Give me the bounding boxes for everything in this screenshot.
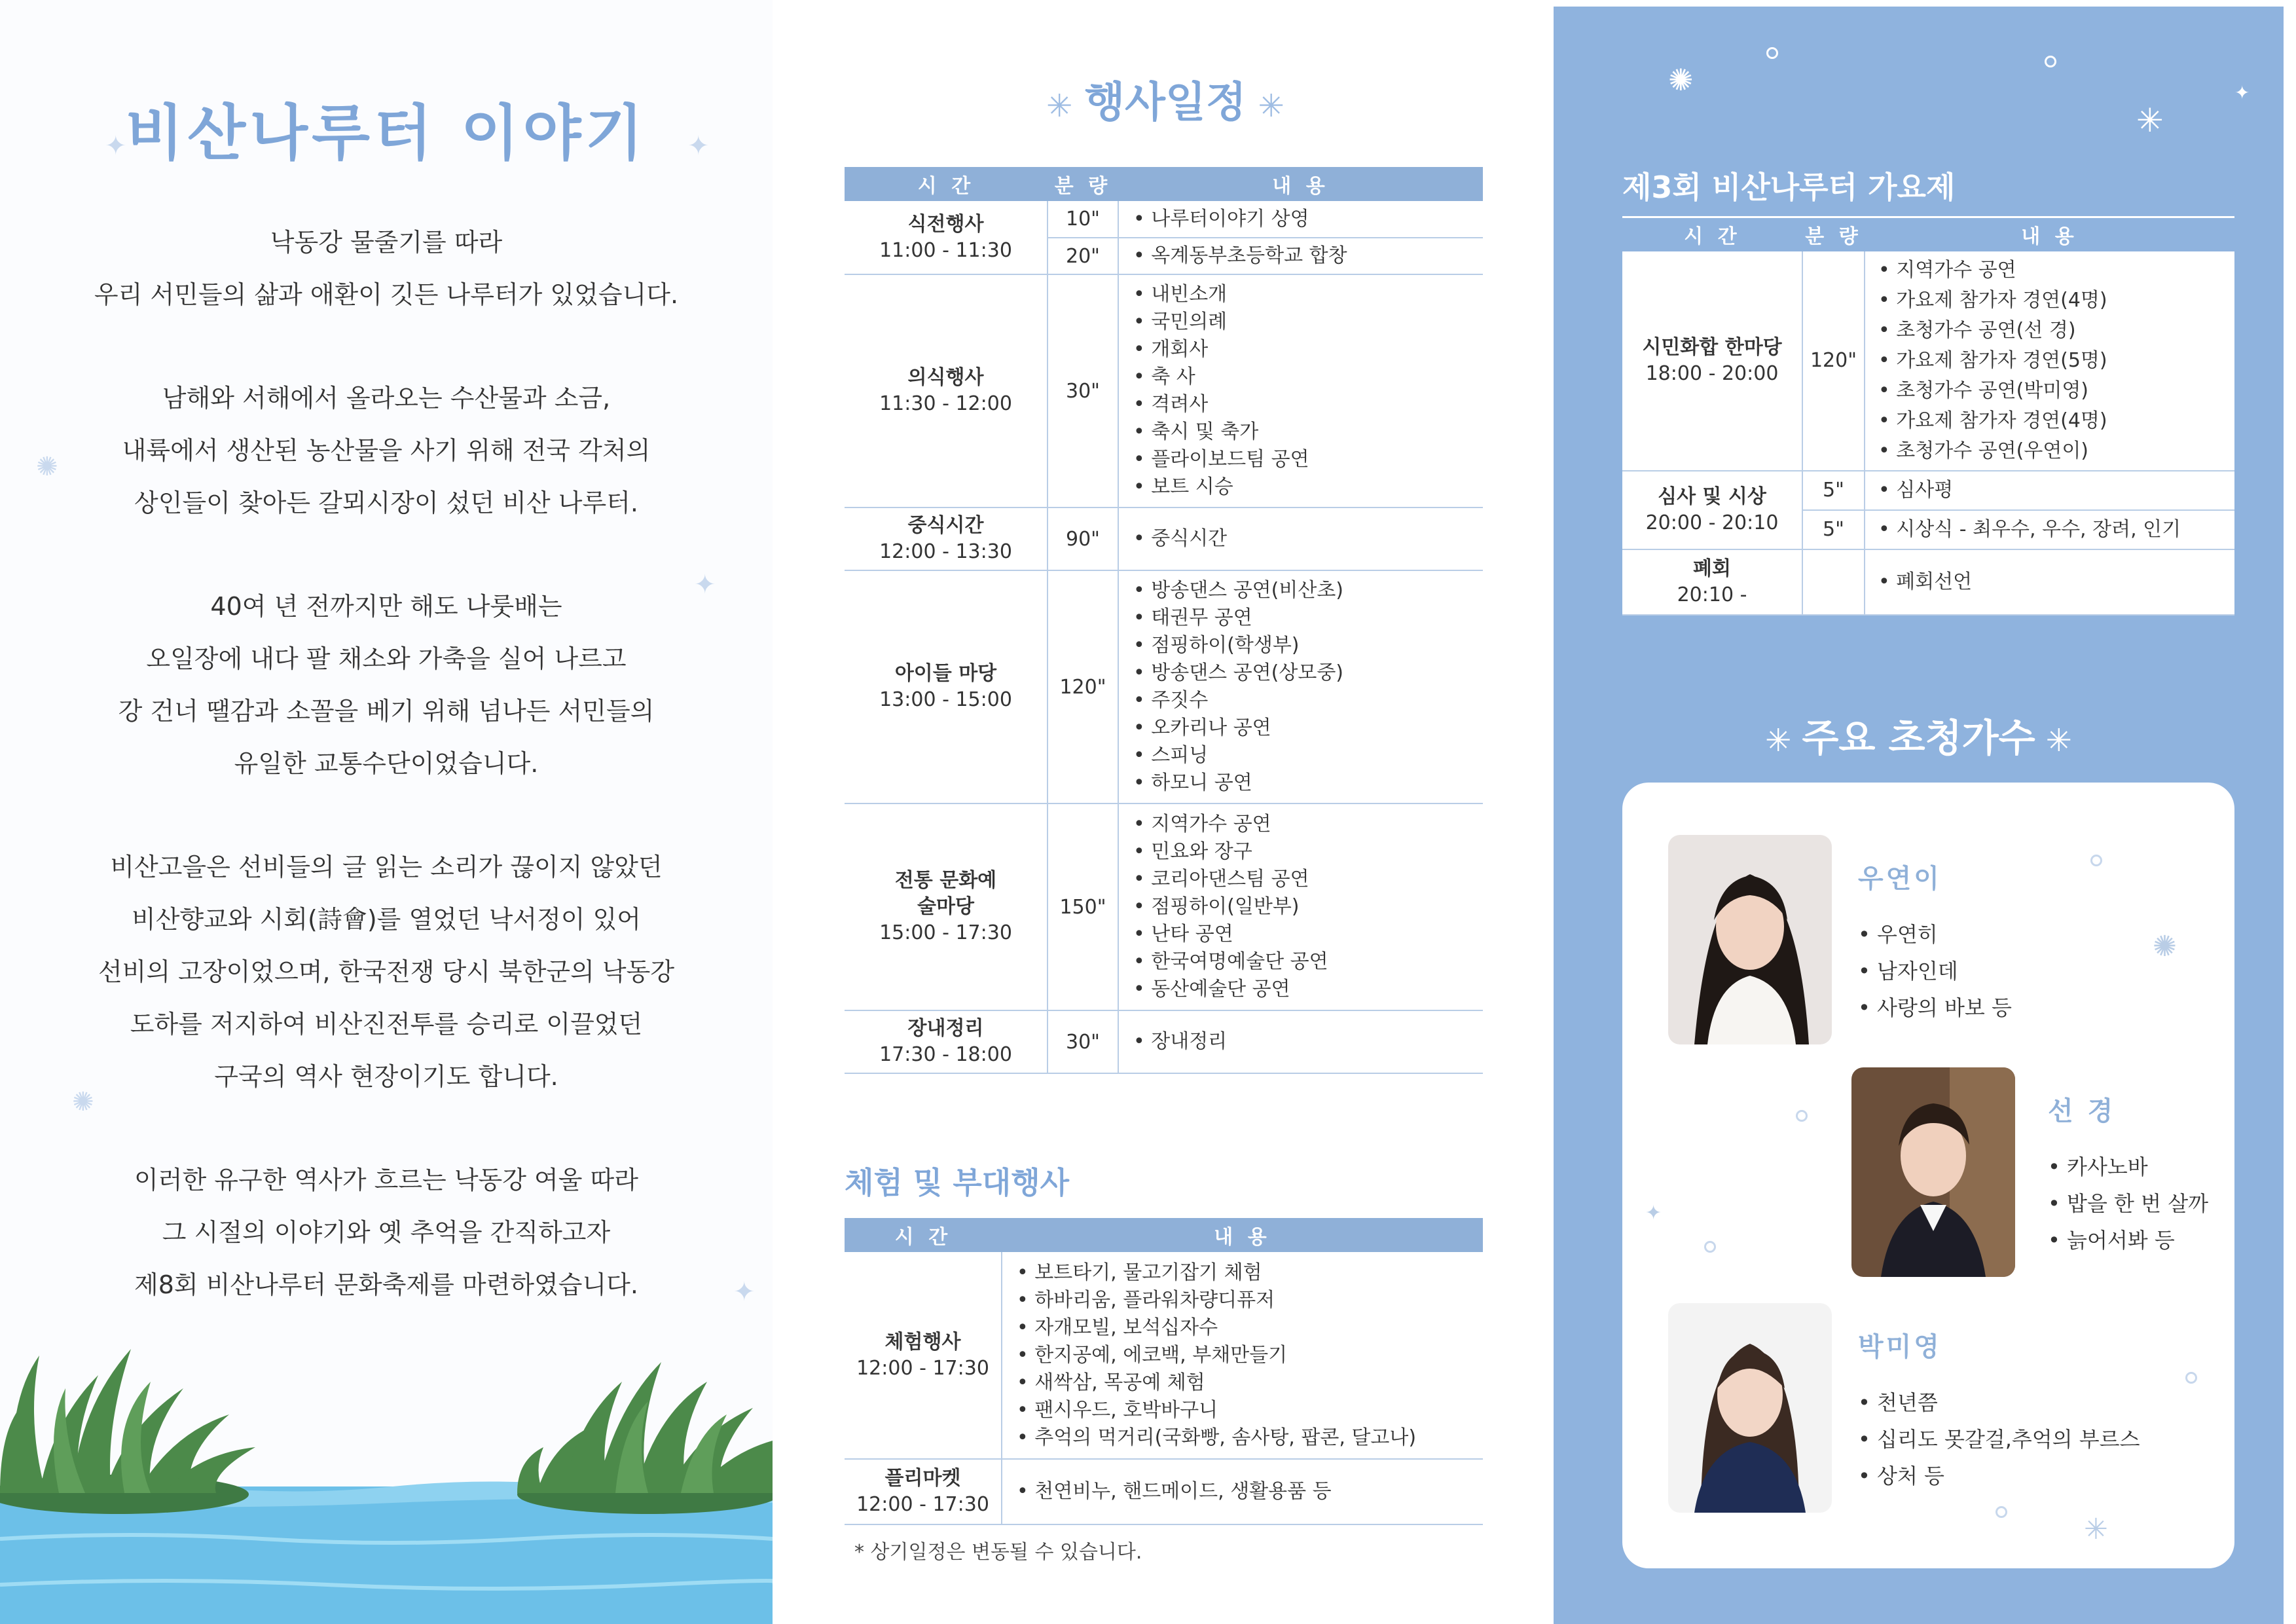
story-line: 강 건너 땔감과 소꼴을 베기 위해 넘나든 서민들의: [118, 697, 655, 726]
story-panel: [0, 0, 773, 1624]
list-item: • 점핑하이(학생부): [1133, 632, 1476, 659]
time-cell: [1622, 549, 1802, 615]
list-item: • 초청가수 공연(우연이): [1878, 436, 2228, 466]
circle-decoration: [2185, 1372, 2197, 1384]
list-item: • 옥계동부초등학교 합창: [1133, 242, 1476, 270]
duration-cell: 30": [1048, 1010, 1118, 1073]
circle-decoration: [1995, 1506, 2007, 1518]
list-item: • 가요제 참가자 경연(4명): [1878, 406, 2228, 436]
time-cell: [1622, 471, 1802, 549]
story-paragraph: [39, 841, 733, 1103]
story-line: 유일한 교통수단이었습니다.: [234, 749, 539, 778]
content-cell: [1002, 1252, 1483, 1459]
list-item: • 스피닝: [1133, 742, 1476, 769]
sparkle-icon: ✳: [1046, 88, 1073, 124]
content-cell: [1002, 1459, 1483, 1524]
sparkle-icon: ✦: [687, 131, 710, 161]
circle-decoration: [1704, 1241, 1716, 1253]
sparkle-icon: ✳: [2136, 101, 2164, 139]
table-header-row: [1622, 217, 2234, 251]
sparkle-icon: ✦: [105, 131, 127, 161]
list-item: • 격려사: [1133, 391, 1476, 418]
column-header-duration: 분 량: [1802, 217, 1865, 251]
event-name: 시민화합 한마당: [1642, 335, 1782, 359]
story-line: 비산고을은 선비들의 글 읽는 소리가 끊이지 않았던: [110, 853, 663, 881]
story-line: 도하를 저지하여 비산진전투를 승리로 이끌었던: [130, 1010, 643, 1039]
list-item: • 팬시우드, 호박바구니: [1017, 1397, 1476, 1424]
list-item: • 지역가수 공연: [1133, 811, 1476, 838]
table-row: [845, 201, 1483, 238]
event-time: 12:00 - 17:30: [856, 1356, 989, 1380]
column-header-time: 시 간: [845, 167, 1048, 201]
time-cell: [845, 201, 1048, 274]
list-item: • 점핑하이(일반부): [1133, 893, 1476, 921]
event-time: 20:10 -: [1677, 583, 1747, 606]
table-header-row: [845, 1218, 1483, 1252]
story-paragraph: [39, 580, 733, 790]
singer-photo: [1851, 1067, 2015, 1277]
story-line: 남해와 서해에서 올라오는 수산물과 소금,: [162, 384, 611, 413]
content-cell: [1865, 251, 2234, 471]
duration-cell: [1802, 549, 1865, 615]
list-item: • 지역가수 공연: [1878, 255, 2228, 286]
story-line: 그 시절의 이야기와 옛 추억을 간직하고자: [162, 1218, 611, 1247]
list-item: • 내빈소개: [1133, 281, 1476, 308]
list-item: • 추억의 먹거리(국화빵, 솜사탕, 팝콘, 달고나): [1017, 1424, 1476, 1452]
circle-decoration: [2045, 56, 2056, 67]
content-cell: [1865, 549, 2234, 615]
sparkle-icon: ✦: [694, 570, 716, 600]
list-item: • 하바리움, 플라워차량디퓨저: [1017, 1287, 1476, 1314]
story-line: 상인들이 찾아든 갈뫼시장이 섰던 비산 나루터.: [134, 489, 638, 517]
sparkle-icon: ✺: [36, 452, 58, 482]
content-cell: [1118, 201, 1483, 238]
list-item: • 보트타기, 물고기잡기 체험: [1017, 1259, 1476, 1287]
story-text: [39, 216, 733, 1362]
event-name: 아이들 마당: [894, 662, 997, 685]
content-cell: [1118, 274, 1483, 507]
duration-cell: 30": [1048, 274, 1118, 507]
list-item: • 오카리나 공연: [1133, 714, 1476, 742]
duration-cell: 5": [1802, 510, 1865, 549]
grass-right: [517, 1362, 773, 1493]
list-item: • 한지공예, 에코백, 부채만들기: [1017, 1342, 1476, 1369]
song-item: • 상처 등: [1858, 1458, 2140, 1494]
list-item: • 자개모빌, 보석십자수: [1017, 1314, 1476, 1342]
list-item: • 한국여명예술단 공연: [1133, 948, 1476, 976]
story-line: 우리 서민들의 삶과 애환이 깃든 나루터가 있었습니다.: [94, 280, 679, 309]
sparkle-icon: ✳: [1258, 88, 1285, 124]
singers-title: 주요 초청가수: [1802, 716, 2035, 760]
content-cell: [1865, 510, 2234, 549]
circle-decoration: [1766, 47, 1778, 59]
table-row: [1622, 251, 2234, 471]
list-item: • 하모니 공연: [1133, 769, 1476, 797]
time-cell: [845, 803, 1048, 1010]
sparkle-icon: ✺: [1668, 62, 1694, 98]
sparkle-icon: ✳: [1765, 722, 1792, 759]
content-cell: [1865, 471, 2234, 510]
circle-decoration: [1796, 1110, 1808, 1122]
list-item: • 천연비누, 핸드메이드, 생활용품 등: [1017, 1478, 1476, 1505]
schedule-footnote: * 상기일정은 변동될 수 있습니다.: [854, 1541, 1142, 1564]
sparkle-icon: ✺: [72, 1087, 94, 1117]
table-row: [1622, 549, 2234, 615]
sparkle-icon: ✦: [2234, 82, 2250, 103]
list-item: • 장내정리: [1133, 1028, 1476, 1056]
column-header-content: 내 용: [1002, 1218, 1483, 1252]
list-item: • 초청가수 공연(선 경): [1878, 316, 2228, 346]
schedule-table: [845, 167, 1483, 1074]
schedule-panel: [818, 0, 1512, 1624]
story-title: 비산나루터 이야기: [125, 98, 647, 168]
song-item: • 남자인데: [1858, 953, 2012, 989]
event-time: 12:00 - 13:30: [879, 540, 1012, 563]
story-paragraph: [39, 216, 733, 321]
content-cell: [1118, 238, 1483, 274]
sparkle-icon: ✦: [733, 1277, 756, 1307]
column-header-content: 내 용: [1865, 217, 2234, 251]
content-cell: [1118, 570, 1483, 803]
story-line: 40여 년 전까지만 해도 나룻배는: [210, 592, 562, 621]
story-line: 이러한 유구한 역사가 흐르는 낙동강 여울 따라: [134, 1166, 638, 1194]
story-line: 오일장에 내다 팔 채소와 가축을 실어 나르고: [146, 644, 627, 673]
singer-info: [1858, 1326, 2140, 1494]
duration-cell: 90": [1048, 507, 1118, 570]
list-item: • 방송댄스 공연(상모중): [1133, 659, 1476, 687]
story-paragraph: [39, 1154, 733, 1311]
event-name: 식전행사: [907, 212, 984, 236]
list-item: • 시상식 - 최우수, 우수, 장려, 인기: [1878, 515, 2228, 545]
column-header-content: 내 용: [1118, 167, 1483, 201]
sparkle-icon: ✦: [1645, 1202, 1662, 1225]
duration-cell: 120": [1048, 570, 1118, 803]
event-time: 17:30 - 18:00: [879, 1043, 1012, 1066]
experience-table: [845, 1218, 1483, 1525]
singer-name: 박미영: [1858, 1332, 1942, 1362]
column-header-duration: 분 량: [1048, 167, 1118, 201]
event-name: 의식행사: [907, 366, 984, 389]
event-name: 전통 문화예술마당: [894, 869, 997, 918]
list-item: • 나루터이야기 상영: [1133, 206, 1476, 233]
event-time: 20:00 - 20:10: [1645, 511, 1779, 534]
riverside-grass-illustration: [0, 1323, 773, 1624]
singer-name: 우연이: [1858, 864, 1942, 894]
time-cell: [845, 1252, 1002, 1459]
schedule-heading: [818, 69, 1512, 129]
table-header-row: [845, 167, 1483, 201]
duration-cell: 120": [1802, 251, 1865, 471]
duration-cell: 150": [1048, 803, 1118, 1010]
story-line: 제8회 비산나루터 문화축제를 마련하였습니다.: [134, 1270, 638, 1299]
list-item: • 초청가수 공연(박미영): [1878, 376, 2228, 406]
list-item: • 태권무 공연: [1133, 604, 1476, 632]
singer-info: [1858, 858, 2012, 1026]
song-item: • 우연히: [1858, 916, 2012, 953]
story-line: 비산향교와 시회(詩會)를 열었던 낙서정이 있어: [131, 905, 641, 934]
table-row: [845, 1459, 1483, 1524]
list-item: • 국민의례: [1133, 308, 1476, 336]
list-item: • 심사평: [1878, 475, 2228, 506]
time-cell: [845, 1010, 1048, 1073]
contest-title: 제3회 비산나루터 가요제: [1622, 170, 1956, 205]
schedule-title: 행사일정: [1084, 79, 1247, 127]
singer-photo: [1668, 835, 1832, 1044]
content-cell: [1118, 1010, 1483, 1073]
event-time: 13:00 - 15:00: [879, 688, 1012, 711]
list-item: • 개회사: [1133, 336, 1476, 363]
singers-heading: [1554, 707, 2284, 762]
list-item: • 주짓수: [1133, 687, 1476, 714]
experience-title: 체험 및 부대행사: [845, 1165, 1070, 1200]
table-row: [845, 1010, 1483, 1073]
duration-cell: 20": [1048, 238, 1118, 274]
sparkle-icon: ✳: [2045, 722, 2072, 759]
singer-photo: [1668, 1303, 1832, 1513]
time-cell: [845, 1459, 1002, 1524]
list-item: • 가요제 참가자 경연(5명): [1878, 346, 2228, 376]
list-item: • 방송댄스 공연(비산초): [1133, 577, 1476, 604]
story-line: 구국의 역사 현장이기도 합니다.: [214, 1062, 558, 1091]
song-item: • 밥을 한 번 살까: [2048, 1185, 2208, 1222]
event-time: 18:00 - 20:00: [1645, 361, 1779, 385]
time-cell: [845, 570, 1048, 803]
event-name: 장내정리: [907, 1017, 984, 1040]
time-cell: [1622, 251, 1802, 471]
event-time: 15:00 - 17:30: [879, 921, 1012, 944]
list-item: • 폐회선언: [1878, 567, 2228, 597]
event-name: 심사 및 시상: [1658, 485, 1766, 508]
content-cell: [1118, 507, 1483, 570]
table-row: [1622, 471, 2234, 510]
story-line: 내륙에서 생산된 농산물을 사기 위해 전국 각처의: [122, 436, 651, 465]
duration-cell: 5": [1802, 471, 1865, 510]
story-paragraph: [39, 372, 733, 529]
table-row: [845, 1252, 1483, 1459]
column-header-time: 시 간: [1622, 217, 1802, 251]
contest-panel: [1554, 7, 2284, 1624]
contest-table: [1622, 216, 2234, 616]
event-time: 11:30 - 12:00: [879, 392, 1012, 415]
event-name: 플리마켓: [884, 1467, 961, 1490]
time-cell: [845, 507, 1048, 570]
table-row: [845, 570, 1483, 803]
list-item: • 축시 및 축가: [1133, 418, 1476, 446]
list-item: • 축 사: [1133, 363, 1476, 391]
song-item: • 천년쯤: [1858, 1384, 2140, 1421]
sparkle-icon: ✺: [2153, 930, 2177, 963]
singer-name: 선 경: [2048, 1096, 2116, 1126]
event-time: 11:00 - 11:30: [879, 238, 1012, 262]
sparkle-icon: ✳: [2084, 1513, 2108, 1546]
list-item: • 동산예술단 공연: [1133, 976, 1476, 1003]
singer-info: [2048, 1090, 2208, 1259]
table-row: [845, 274, 1483, 507]
singers-card: [1622, 783, 2234, 1568]
list-item: • 새싹삼, 목공예 체험: [1017, 1369, 1476, 1397]
duration-cell: 10": [1048, 201, 1118, 238]
list-item: • 가요제 참가자 경연(4명): [1878, 286, 2228, 316]
list-item: • 보트 시승: [1133, 473, 1476, 501]
story-line: 선비의 고장이었으며, 한국전쟁 당시 북한군의 낙동강: [98, 957, 675, 986]
table-row: [845, 803, 1483, 1010]
event-time: 12:00 - 17:30: [856, 1493, 989, 1516]
column-header-time: 시 간: [845, 1218, 1002, 1252]
song-item: • 십리도 못갈걸,추억의 부르스: [1858, 1421, 2140, 1458]
list-item: • 민요와 장구: [1133, 838, 1476, 866]
song-item: • 늙어서봐 등: [2048, 1222, 2208, 1259]
list-item: • 난타 공연: [1133, 921, 1476, 948]
event-name: 중식시간: [907, 514, 984, 537]
time-cell: [845, 274, 1048, 507]
event-name: 체험행사: [884, 1330, 961, 1354]
list-item: • 중식시간: [1133, 525, 1476, 553]
song-item: • 사랑의 바보 등: [1858, 989, 2012, 1026]
table-row: [845, 507, 1483, 570]
list-item: • 플라이보드팀 공연: [1133, 446, 1476, 473]
story-line: 낙동강 물줄기를 따라: [270, 228, 503, 257]
event-name: 폐회: [1693, 557, 1731, 580]
list-item: • 코리아댄스팀 공연: [1133, 866, 1476, 893]
song-item: • 카사노바: [2048, 1149, 2208, 1185]
content-cell: [1118, 803, 1483, 1010]
circle-decoration: [2090, 855, 2102, 866]
